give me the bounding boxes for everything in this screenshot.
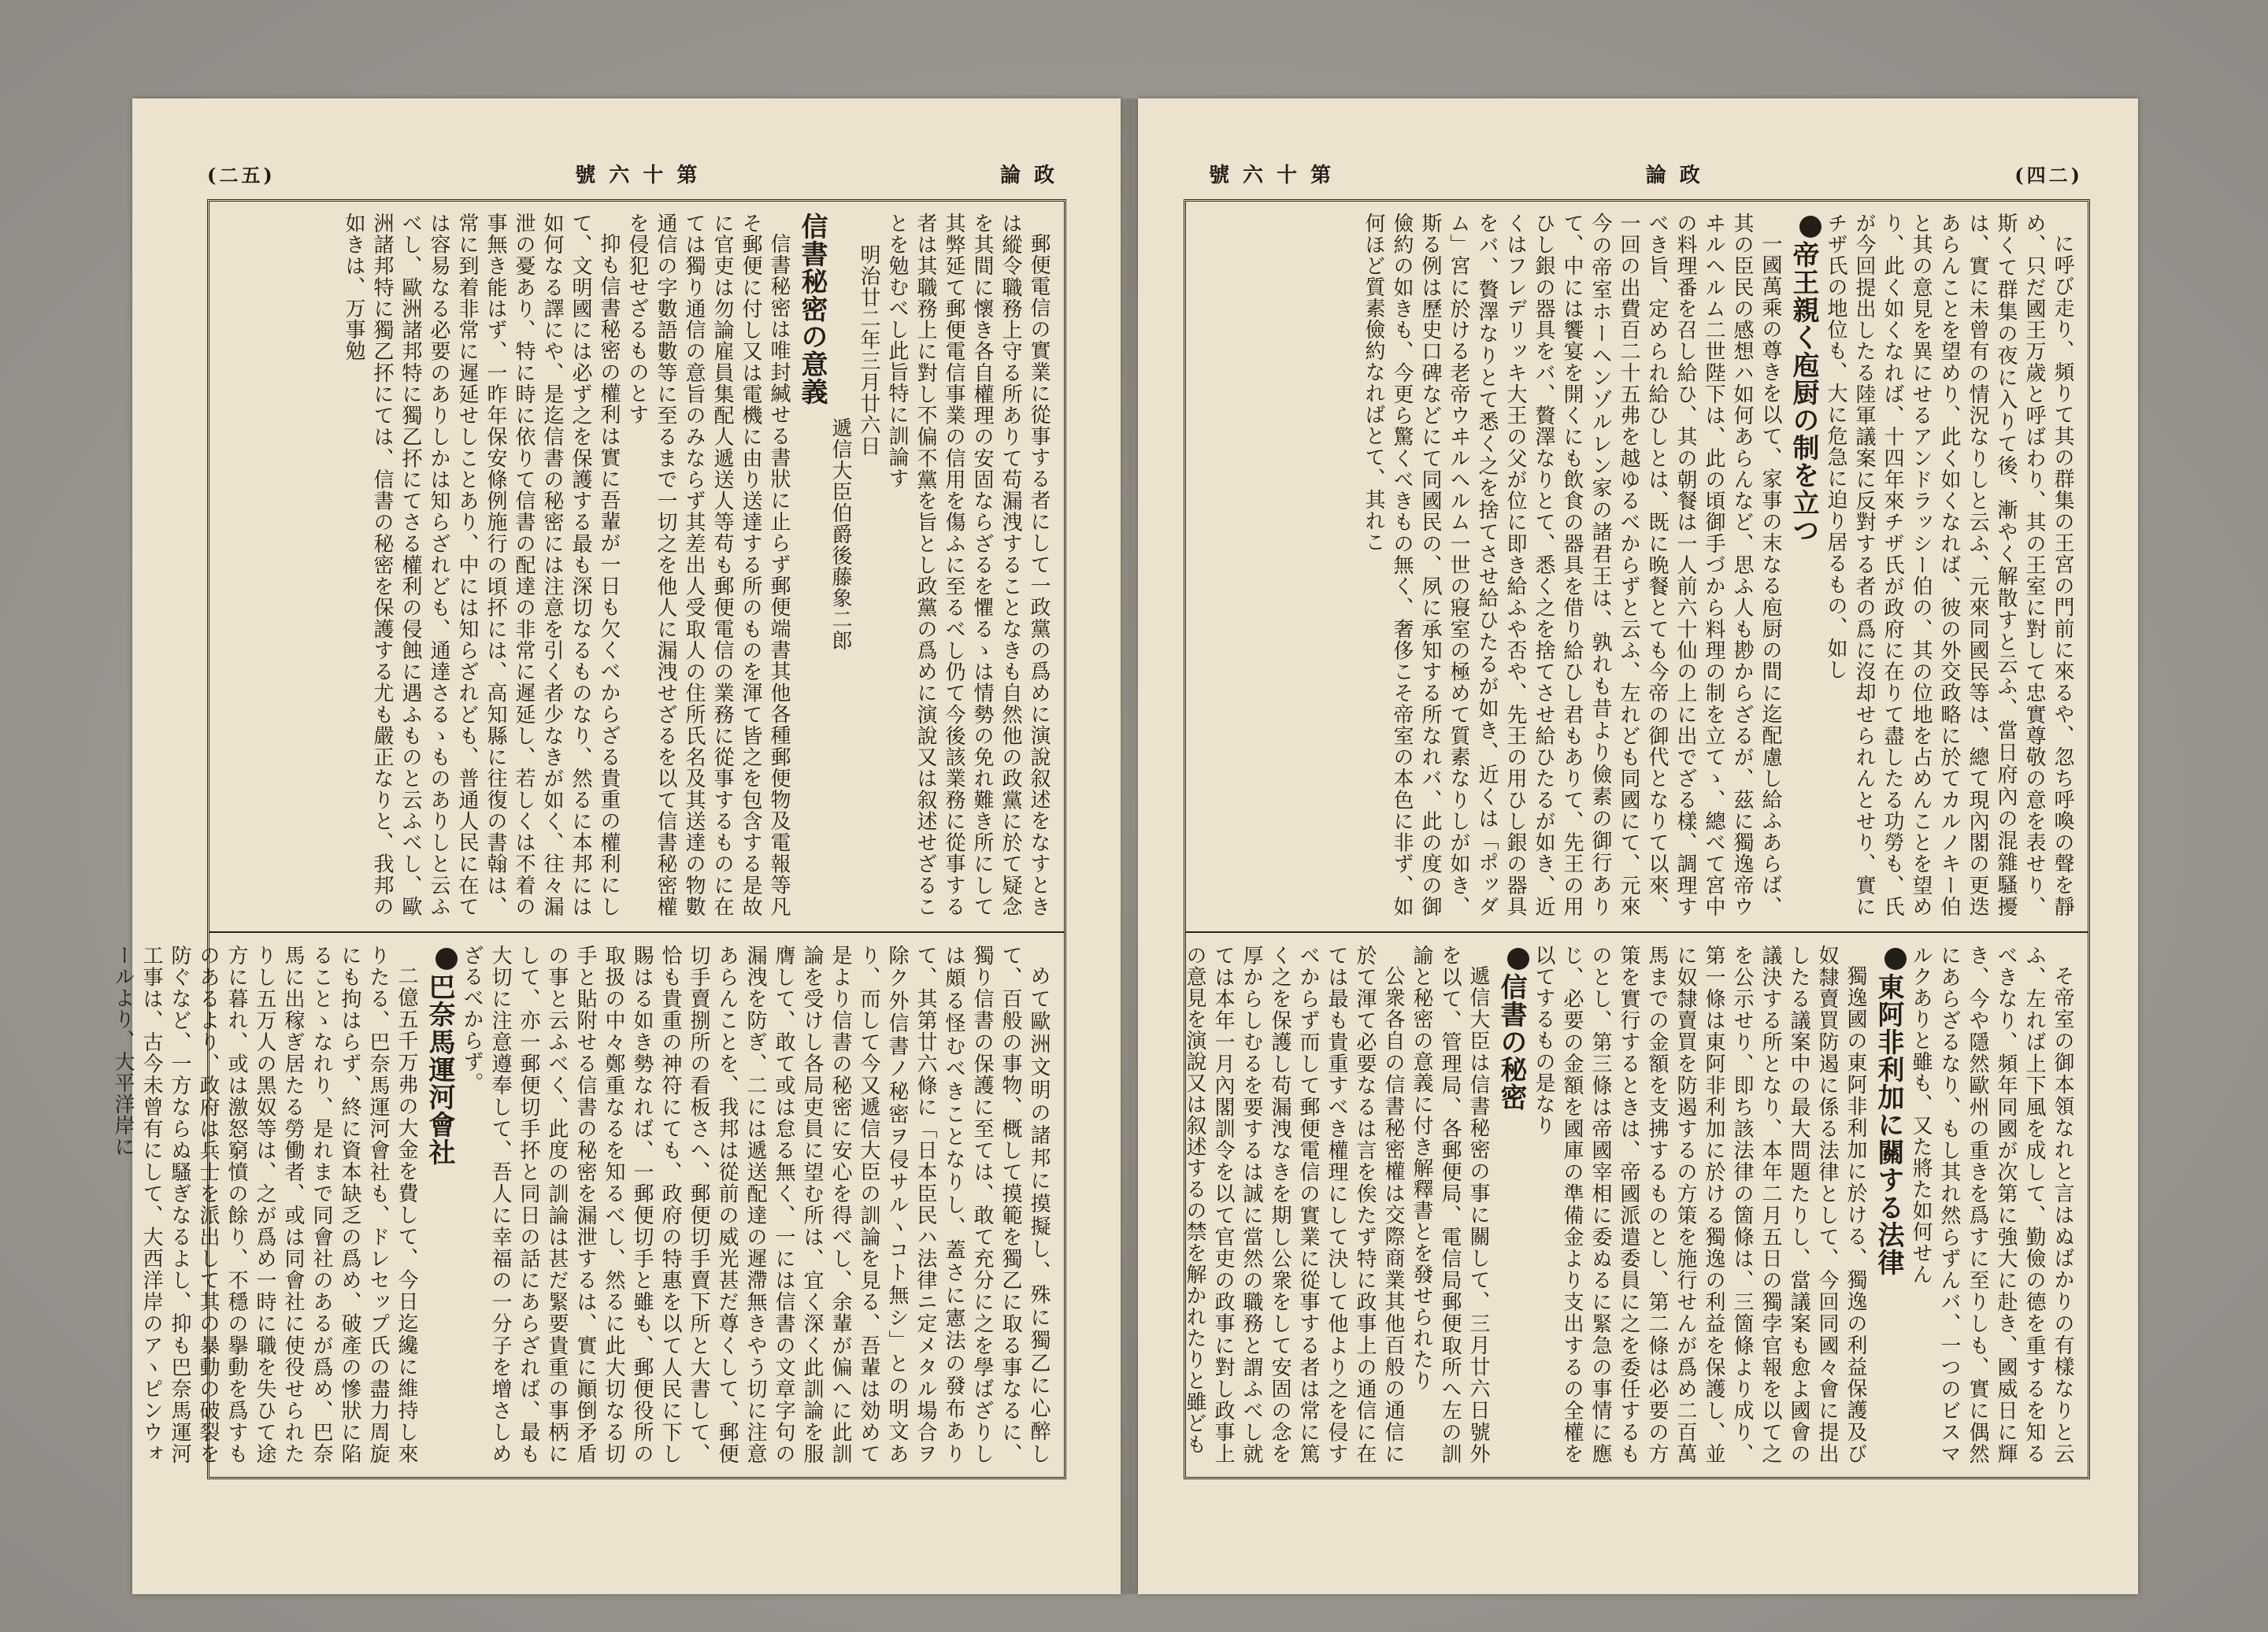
upper-text-block (220, 213, 1053, 917)
page-number: (二五) (207, 163, 276, 187)
kitchen-paragraph: 一國萬乘の尊きを以て、家事の末なる庖厨の間に迄配慮し給ふあらば、其の臣民の感想ハ如何あらんなど、思ふ人も尠からざるが、茲に獨逸帝ウヰルヘルム二世陛下は、此の頃御手づから料理の制を立てゝ、總べて宮中の料理番を召し給ひ、其の朝餐は一人前六十仙の上に出でざる樣、調理すべき旨、定められ給ひしとは、既に晩餐とても今帝の御代となりて以來、一回の出費百二十五弗を越ゆるべからずと云ふ、左れども同國にて、元來今の帝室ホーヘンゾルレン家の諸君王は、孰れも昔より儉素の御行ありて、中には饗宴を開くにも飲食の器具を借り給ひし君もありて、先王の用ひし銀の器具をバ、贅澤なりとて、悉く之を捨てさせ給ひたるが如き、近くはフレデリッキ大王の父が位に即き給ふや否や、先王の用ひし銀の器具をバ、贅澤なりとて悉く之を捨てさせ給ひたるが如き、近くは「ポッダム」宮に於ける老帝ウヰルヘルム一世の寢室の極めて質素なりしが如き、斯る例は歷史口碑などにて同國民の、夙に承知する所なれバ、此の度の御儉約の如きも、今更ら驚くべきもの無く、奢侈こそ帝室の本色に非ず、如何ほど質素儉約なればとて、其れこ (1362, 213, 1782, 917)
issue-label: 號 六 十 第 (575, 163, 701, 187)
section-marker-icon (1799, 216, 1821, 238)
letter-paragraph: 遞信大臣は信書秘密の事に關して、三月廿六日號外を以て、管理局、各郵便局、電信局郵便取所へ左の訓諭と秘密の意義に付き解釋書とを發せられたり (1410, 945, 1490, 1464)
section-divider (1186, 931, 2088, 933)
section-marker-icon (1507, 948, 1529, 970)
panama-paragraph: 二億五千万弗の大金を費して、今日迄纔に維持し來りたる、巴奈馬運河會社も、ドレセップ氏の盡力周旋にも拘はらず、終に資本缺乏の爲め、破產の慘狀に陷ることゝなれり、是れまで同會社のあるが爲め、巴奈馬に出稼ぎ居たる勞働者、或は同會社に使役せられたりし五万人の黑奴等は、之が爲め一時に職を失ひて途方に暮れ、或は激怒窮憤の餘り、不穩の擧動を爲すものあるより、政府は兵士を派出して其の暴動の破裂を防ぐなど、一方ならぬ騷ぎなるよし、抑も巴奈馬運河工事は、古今未曾有にして、大西洋岸のアヽピンウォールより、大平洋岸に (111, 945, 418, 1464)
journal-title: 論 政 (1645, 163, 1703, 187)
running-head (207, 154, 1058, 193)
section-heading-panama (425, 945, 458, 1464)
law-paragraph: 獨逸國の東阿非利加に於ける、獨逸の利益保護及び奴隸賣買防遏に係る法律として、今回同國々會に提出したる議案中の最大問題たりし、當議案も愈よ國會の議決する所となり、本年二月五日の獨孛官報を以て之を公示せり、即ち該法律の箇條は、三箇條より成り、第一條は東阿非利加に於ける獨逸の利益を保護し、並に奴隸賣買を防遏するの方策を施行せんが爲め二百萬馬までの金額を支拂するものとし、第二條は必要の方策を實行するときは、帝國派遣委員に之を委任するものとし、第三條は帝國宰相に委ぬるに緊急の事情に應じ、必要の金額を國庫の準備金より支出するの全權を以てするもの是なり (1532, 945, 1867, 1465)
section-divider (209, 931, 1064, 933)
date-line: 明治廿二年三月廿六日 (857, 244, 880, 457)
section-marker-icon (435, 948, 458, 970)
text-frame (111, 199, 1066, 1479)
journal-title: 論 政 (999, 163, 1058, 187)
upper-text-block (1197, 213, 2077, 917)
signature: 遞信大臣伯爵後藤象二郎 (828, 417, 852, 651)
section-heading-secrecy-meaning: 信書秘密の意義 (796, 213, 828, 405)
section-heading-kitchen (1789, 213, 1821, 917)
section-heading-letter-secrecy (1497, 945, 1529, 1464)
letter-paragraph: 公衆各自の信書秘密權は交際商業其他百般の通信に於て渾て必要なるは言を俟たず特に政事上の通信に在ては最も貴重すべき權理にして決して他より之を侵すべからず而して郵便電信の實業に從事する者は常に篤く之を保護し苟漏洩なきを期し公衆をして安固の念を厚からしむるを要するは誠に當然の職務と謂ふべし就ては本年一月內閣訓令を以て官吏の政事に對し政事上の意見を演說又は叙述するの禁を解かれたりと雖ども (1183, 945, 1405, 1464)
section-heading-text: 帝王親く庖厨の制を立つ (1788, 241, 1819, 544)
lower-text-block (1183, 945, 2077, 1465)
section-heading-text: 信書の秘密 (1495, 973, 1527, 1111)
section-heading-text: 巴奈馬運河會社 (424, 973, 455, 1166)
issue-label: 號 六 十 第 (1209, 163, 1335, 187)
secrecy-paragraph: 信書秘密は唯封緘せる書狀に止らず郵便端書其他各種郵便物及電報等凡そ郵便に付し又は電機に由り送達する所のものを渾て皆之を包含する是故に官吏は勿論雇員集配人遞送人等苟も郵便電信の業務に從事するものに在ては獨り通信の意旨のみならず其差出人受取人の住所氏名及其送達の物數通信の字數語數等に至るまで一切之を他人に漏洩せざるを以て信書秘密權を侵犯せざるものとす (625, 213, 791, 917)
text-frame (1184, 199, 2090, 1479)
secrecy-paragraph: 抑も信書秘密の權利は實に吾輩が一日も欠くべからざる貴重の權利にして、文明國には必ず之を保護する最も深切なるものなり、然るに本邦には如何なる譯にや、是迄信書の秘密には注意を引く者少なきが如く、往々漏泄の憂あり、特に時に依りて信書の配達の非常に遲延し、若しくは不着の事無き能はず、一昨年保安條例施行の頃抔には、高知縣に往復の書翰は、常に到着非常に遲延せしことあり、中には知らざれども、普通人民に在ては容易なる必要のありしかは知らざれども、通達さるゝものありしと云ふべし、歐洲諸邦特に獨乙抔にてさる權利の侵蝕に遇ふものと云ふべし、歐洲諸邦特に獨乙抔にては、信書の秘密を保護する尤も嚴正なりと、我邦の如きは、万事勉 (342, 213, 621, 917)
section-heading-east-africa (1874, 945, 1907, 1464)
running-head (1209, 154, 2083, 193)
left-page (111, 98, 1121, 1594)
section-heading-text: 東阿非利加に關する法律 (1873, 973, 1904, 1276)
body-paragraph: に呼び走り、頻りて其の群集の王宮の門前に來るや、忽ち呼喚の聲を靜め、只だ國王万歲と呼ばわり、其の王室に對して忠實尊敬の意を表せり、斯くて群集の夜に入りて後、漸やく解散すと云ふ、當日府內の混雜騷擾は、實に未曾有の情況なりしと云ふ、元來同國民等は、總て現內閣の更迭あらんことを望めり、此く如くなれば、彼の外交政略に於てカルノキー伯と其の意見を異にせるアンドラッシー伯の、其の位地を占めんことを望めり、此く如くなれば、十四年來チザ氏が政府に在りて盡したる功勞も、氏が今回提出したる陸軍議案に反對する者の爲に沒却せられんとせり、實にチザ氏の地位も、大に危急に迫り居るもの、如し (1824, 213, 2074, 917)
page-number: (四二) (2014, 163, 2083, 187)
right-page (1138, 98, 2138, 1594)
instruction-paragraph: 郵便電信の實業に從事する者にして一政黨の爲めに演說叙述をなすときは縱令職務上守る所ありて苟漏洩することなきも自然他の政黨に於て疑念を其間に懷き各自權理の安固ならざるを懼るゝは情勢の免れ難き所にして其弊延て郵便電信事業の信用を傷ふに至るべし仍て今後該業務に從事する者は其職務上に對し不偏不黨を旨とし政黨の爲めに演說又は叙述せざることを勉むべし此旨特に訓論す (885, 213, 1051, 917)
lower-text-block (111, 945, 1053, 1464)
body-paragraph: めて歐洲文明の諸邦に摸擬し、殊に獨乙に心醉して、百般の事物、概して摸範を獨乙に取る事なるに、獨り信書の保護に至ては、敢て充分に之を學ばざりしは頗る怪むべきことなりし、蓋さに憲法の發布ありて、其第廿六條に「日本臣民ハ法律ニ定メタル場合ヲ除ク外信書ノ秘密ヲ侵サルヽコト無シ」との明文あり、而して今又遞信大臣の訓論を見る、吾輩は効めて是より信書の秘密に安心を得べし、余輩が偏へに此訓論を受けし各局吏員に望む所は、宜く深く此訓論を服膺して、敢て或は怠る無く、一には信書の文章字句の漏洩を防ぎ、二には遞送配達の遲滯無きやう切に注意あらんことを、我邦は從前の威光甚だ尊くして、郵便切手賣捌所の看板さへ、郵便切手賣下所と大書して、恰も貴重の神符にても、政府の特惠を以て人民に下し賜はる如き勢なれば、一郵便切手と雖も、郵便役所の取扱の中々鄭重なるを知るべし、然るに此大切なる切手と貼附せる信書の秘密を漏泄するは、實に顚倒矛盾の事と云ふべく、此度の訓論は甚だ緊要貴重の事柄にして、亦一郵便切手抔と同日の話にあらざれば、最も大切に注意遵奉して、吾人に幸福の一分子を增さしめざるべからず。 (460, 945, 1051, 1464)
body-paragraph: そ帝室の御本領なれと言はぬばかりの有樣なりと云ふ、左れば上下風を成して、勤儉の德を重するを知るべきなり、頻年同國が次第に強大に赴き、國威日に輝き、今や隱然歐州の重きを爲すに至りしも、實に偶然にあらざるなり、もし其れ然らずんバ、一つのビスマルクありと雖も、又た將た如何せん (1909, 945, 2074, 1464)
section-marker-icon (1884, 948, 1907, 970)
